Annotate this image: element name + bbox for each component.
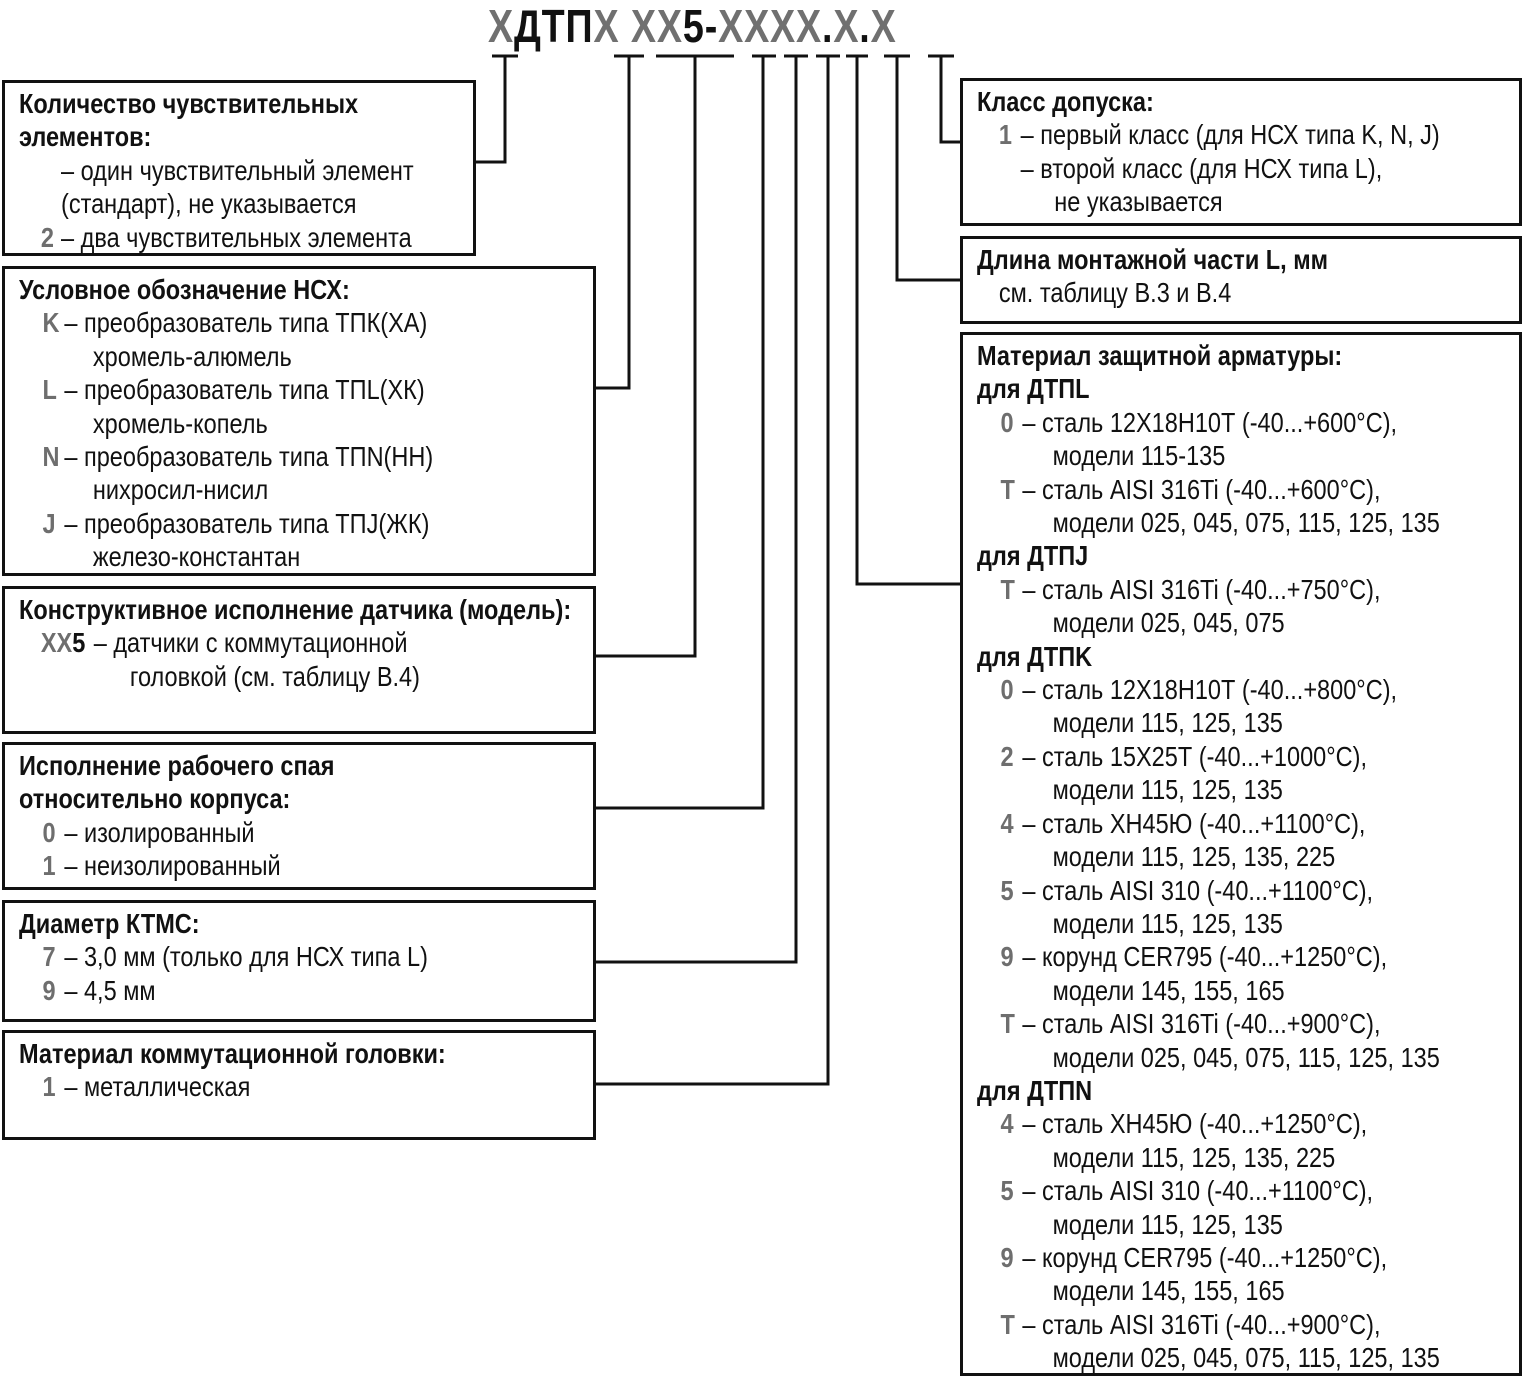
- item-code: 5: [1000, 874, 1014, 906]
- code-segment: X: [593, 0, 620, 52]
- list-item: [977, 118, 1519, 151]
- item-sub: модели 115, 125, 135, 225: [1052, 841, 1336, 873]
- item-text: – сталь ХН45Ю (-40...+1250°C),: [1022, 1108, 1368, 1140]
- item-code: 0: [42, 816, 56, 848]
- item-text: – 3,0 мм (только для НСХ типа L): [64, 941, 428, 973]
- item-code: T: [1000, 1308, 1015, 1340]
- item-text: – сталь AISI 310 (-40...+1100°C),: [1022, 874, 1374, 906]
- box-diameter: [2, 900, 596, 1022]
- box-nsh: [2, 266, 596, 576]
- item-sub: модели 025, 045, 075, 115, 125, 135: [1052, 1342, 1440, 1374]
- item-code: 1: [42, 1071, 56, 1103]
- item-sub: модели 025, 045, 075, 115, 125, 135: [1052, 507, 1440, 539]
- item-code: 9: [1000, 941, 1014, 973]
- item-sub: модели 025, 045, 075, 115, 125, 135: [1052, 1041, 1440, 1073]
- box-head: [2, 1030, 596, 1140]
- item-code: 1: [998, 119, 1012, 151]
- item-text: – преобразователь типа ТПК(ХА): [64, 307, 428, 339]
- list-item: [977, 807, 1519, 840]
- item-text: – корунд CER795 (-40...+1250°C),: [1022, 941, 1388, 973]
- code-segment: X: [488, 0, 514, 52]
- code-segment: 5: [682, 0, 705, 52]
- code-segment: XXXX: [718, 0, 823, 52]
- list-item: [977, 1308, 1519, 1341]
- item-text: – неизолированный: [64, 850, 281, 882]
- armor-group-label: для ДТПJ: [977, 540, 1089, 572]
- armor-group-label: для ДТПK: [977, 640, 1093, 672]
- list-item: [19, 626, 593, 659]
- list-item: [977, 1241, 1519, 1274]
- leader-tolerance: [941, 56, 962, 142]
- item-text: – преобразователь типа ТПN(НН): [64, 441, 434, 473]
- box-title: Длина монтажной части L, мм: [977, 244, 1329, 275]
- item-code: T: [1000, 573, 1015, 605]
- list-item: [977, 740, 1519, 773]
- code-segment: X: [833, 0, 860, 52]
- list-item: [977, 940, 1519, 973]
- code-segment: ДТП: [513, 0, 594, 52]
- item-text: – металлическая: [64, 1071, 251, 1103]
- leader-model: [595, 56, 695, 656]
- item-code: 0: [1000, 406, 1014, 438]
- list-item: [19, 816, 593, 849]
- code-segment: -: [704, 0, 719, 52]
- box-model: [2, 586, 596, 734]
- armor-group-label: для ДТПL: [977, 373, 1090, 405]
- item-sub: модели 025, 045, 075: [1052, 607, 1285, 639]
- leader-armor: [857, 56, 962, 584]
- item-code: XX5: [40, 627, 86, 659]
- item-text: – первый класс (для НСХ типа K, N, J): [1020, 119, 1440, 151]
- item-text: – сталь AISI 316Ti (-40...+900°C),: [1022, 1308, 1381, 1340]
- item-text: – сталь ХН45Ю (-40...+1100°C),: [1022, 807, 1366, 839]
- list-item: [19, 440, 593, 473]
- list-item: [977, 1007, 1519, 1040]
- list-item: [19, 306, 593, 339]
- list-item: [977, 673, 1519, 706]
- item-text: – сталь AISI 316Ti (-40...+900°C),: [1022, 1008, 1381, 1040]
- box-title: Диаметр КТМС:: [19, 908, 200, 939]
- list-item: [977, 406, 1519, 439]
- box-junction: [2, 742, 596, 890]
- list-item: [977, 152, 1519, 185]
- item-text: – два чувствительных элемента: [61, 221, 412, 253]
- list-item: [19, 373, 593, 406]
- item-sub: модели 115, 125, 135: [1052, 707, 1283, 739]
- armor-group-label: для ДТПN: [977, 1074, 1093, 1106]
- list-item: [977, 874, 1519, 907]
- box-title: Материал защитной арматуры:: [977, 340, 1343, 371]
- code-segment: .: [822, 0, 834, 52]
- box-tolerance: [960, 78, 1522, 226]
- item-sub: модели 115-135: [1052, 440, 1226, 472]
- item-code: 7: [42, 941, 56, 973]
- box-title: Конструктивное исполнение датчика (модель):: [19, 594, 572, 625]
- item-sub: модели 115, 125, 135: [1052, 774, 1283, 806]
- item-text: – сталь AISI 316Ti (-40...+750°C),: [1022, 573, 1381, 605]
- item-sub: хромель-алюмель: [92, 340, 292, 372]
- item-sub: нихросил-нисил: [92, 474, 269, 506]
- leader-length: [897, 56, 962, 280]
- leader-sensors: [476, 56, 505, 162]
- list-item: [19, 221, 473, 254]
- item-code: 9: [42, 974, 56, 1006]
- item-sub: модели 115, 125, 135: [1052, 907, 1283, 939]
- list-item: [19, 507, 593, 540]
- item-code: N: [42, 441, 60, 473]
- item-code: T: [1000, 1008, 1015, 1040]
- item-text: – второй класс (для НСХ типа L),: [1020, 152, 1383, 184]
- list-item: [19, 849, 593, 882]
- item-text: – один чувствительный элемент (стандарт), не указывается: [61, 154, 414, 220]
- item-code: J: [42, 507, 56, 539]
- list-item: [19, 940, 593, 973]
- item-text: – сталь AISI 316Ti (-40...+600°C),: [1022, 473, 1381, 505]
- item-text: – 4,5 мм: [64, 974, 156, 1006]
- item-code: T: [1000, 473, 1015, 505]
- item-text: – преобразователь типа ТПJ(ЖК): [64, 507, 430, 539]
- item-sub: хромель-копель: [92, 407, 268, 439]
- box-title: Класс допуска:: [977, 86, 1154, 117]
- leader-nsh: [595, 56, 629, 388]
- item-code: K: [42, 307, 60, 339]
- box-armor: [960, 332, 1522, 1376]
- item-code: 1: [42, 850, 56, 882]
- item-code: 2: [1000, 740, 1014, 772]
- item-text: – сталь AISI 310 (-40...+1100°C),: [1022, 1175, 1374, 1207]
- item-text: – сталь 15Х25Т (-40...+1000°C),: [1022, 740, 1367, 772]
- box-title: Исполнение рабочего спая относительно корпуса:: [19, 750, 335, 815]
- item-code: 2: [40, 221, 54, 253]
- box-title: Количество чувствительных элементов:: [19, 88, 359, 153]
- list-item: [977, 1107, 1519, 1140]
- item-text: – датчики с коммутационной: [93, 627, 408, 659]
- code-segment: XX: [630, 0, 683, 52]
- item-text: – сталь 12Х18Н10Т (-40...+600°C),: [1022, 406, 1398, 438]
- item-text: – сталь 12Х18Н10Т (-40...+800°C),: [1022, 674, 1398, 706]
- item-sub: модели 145, 155, 165: [1052, 1275, 1285, 1307]
- box-title: Материал коммутационной головки:: [19, 1038, 446, 1069]
- list-item: [977, 473, 1519, 506]
- item-code: 5: [1000, 1175, 1014, 1207]
- item-code: 0: [1000, 674, 1014, 706]
- item-sub: железо-константан: [92, 541, 301, 573]
- item-text: – преобразователь типа ТПL(ХК): [64, 374, 425, 406]
- box-title: Условное обозначение НСХ:: [19, 274, 350, 305]
- list-item: [977, 573, 1519, 606]
- list-item: [977, 1174, 1519, 1207]
- item-code: 4: [1000, 807, 1014, 839]
- item-sub: модели 145, 155, 165: [1052, 974, 1285, 1006]
- item-text: – корунд CER795 (-40...+1250°C),: [1022, 1241, 1388, 1273]
- list-item: [19, 154, 473, 221]
- item-code: 9: [1000, 1241, 1014, 1273]
- leader-junction: [595, 56, 763, 808]
- code-segment: X: [870, 0, 897, 52]
- item-code: 4: [1000, 1108, 1014, 1140]
- item-sub: не указывается: [1054, 186, 1223, 218]
- item-code: [999, 152, 1021, 185]
- list-item: [19, 974, 593, 1007]
- code-segment: .: [859, 0, 871, 52]
- box-sensor-count: [2, 80, 476, 256]
- item-sub: модели 115, 125, 135: [1052, 1208, 1283, 1240]
- list-item: [19, 1070, 593, 1103]
- item-text: – изолированный: [64, 816, 255, 848]
- item-sub: модели 115, 125, 135, 225: [1052, 1141, 1336, 1173]
- item-sub: головкой (см. таблицу В.4): [129, 660, 420, 692]
- item-code: L: [42, 374, 57, 406]
- length-text: см. таблицу В.3 и В.4: [998, 277, 1232, 309]
- box-length: [960, 236, 1522, 324]
